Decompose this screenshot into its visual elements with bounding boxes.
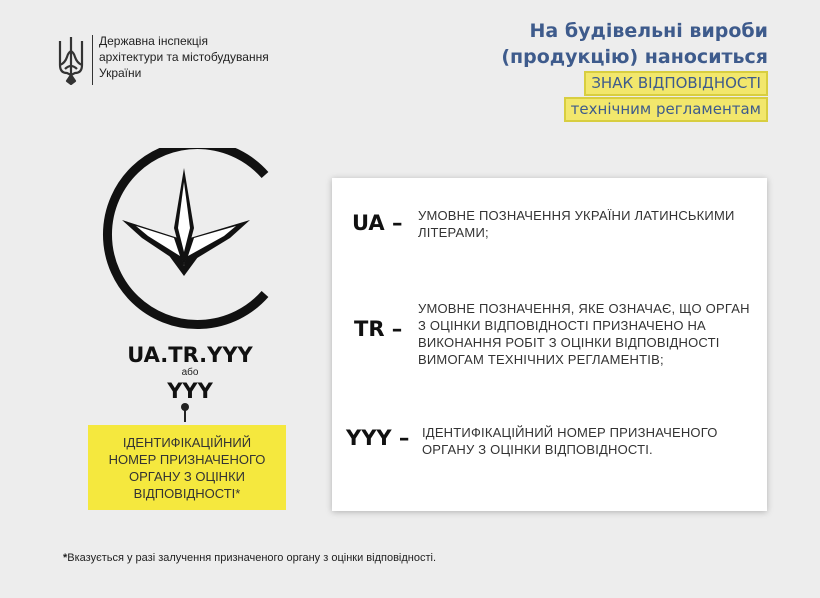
definitions-panel	[332, 178, 767, 511]
highlight-conformity-mark: ЗНАК ВІДПОВІДНОСТІ	[584, 71, 768, 96]
headline-line-1: На будівельні вироби	[529, 20, 768, 42]
mark-code: UA.TR.YYY	[127, 343, 253, 367]
term-tr: TR –	[354, 317, 403, 341]
headline	[501, 18, 768, 70]
term-ua: UA –	[352, 211, 403, 235]
def-tr: УМОВНЕ ПОЗНАЧЕННЯ, ЯКЕ ОЗНАЧАЄ, ЩО ОРГАН З ОЦІНКИ ВІДПОВІДНОСТІ ПРИЗНАЧЕНО НА ВИКОНАННЯ РОБІТ З ОЦІНКИ ВІДПОВІДНОСТІ ВИМОГАМ ТЕХНІЧНИХ РЕГЛАМЕНТІВ;	[418, 301, 750, 367]
term-yyy: YYY –	[346, 426, 410, 450]
org-name-line-3: України	[99, 66, 142, 80]
org-name	[99, 33, 269, 81]
footnote-text: Вказується у разі залучення призначеного органу з оцінки відповідності.	[67, 552, 437, 564]
def-yyy: ІДЕНТИФІКАЦІЙНИЙ НОМЕР ПРИЗНАЧЕНОГО ОРГАНУ З ОЦІНКИ ВІДПОВІДНОСТІ.	[422, 425, 718, 457]
org-logo-block	[55, 33, 269, 85]
org-name-line-2: архітектури та містобудування	[99, 50, 269, 64]
trident-icon	[55, 35, 87, 85]
footnote-star: *	[63, 552, 68, 564]
headline-line-2: (продукцію) наноситься	[501, 46, 768, 68]
org-name-line-1: Державна інспекція	[99, 34, 208, 48]
mark-alt-code: YYY	[167, 379, 213, 403]
conformity-mark-icon	[82, 148, 282, 348]
highlight-technical-regulations: технічним регламентам	[564, 97, 768, 122]
mark-or: або	[181, 367, 199, 378]
id-number-text: ІДЕНТИФІКАЦІЙНИЙ НОМЕР ПРИЗНАЧЕНОГО ОРГАНУ З ОЦІНКИ ВІДПОВІДНОСТІ*	[108, 434, 266, 501]
id-number-box	[88, 425, 286, 510]
def-ua: УМОВНЕ ПОЗНАЧЕННЯ УКРАЇНИ ЛАТИНСЬКИМИ ЛІТЕРАМИ;	[418, 208, 735, 240]
footnote	[63, 552, 436, 564]
connector-line	[184, 405, 186, 422]
logo-divider	[92, 35, 93, 85]
